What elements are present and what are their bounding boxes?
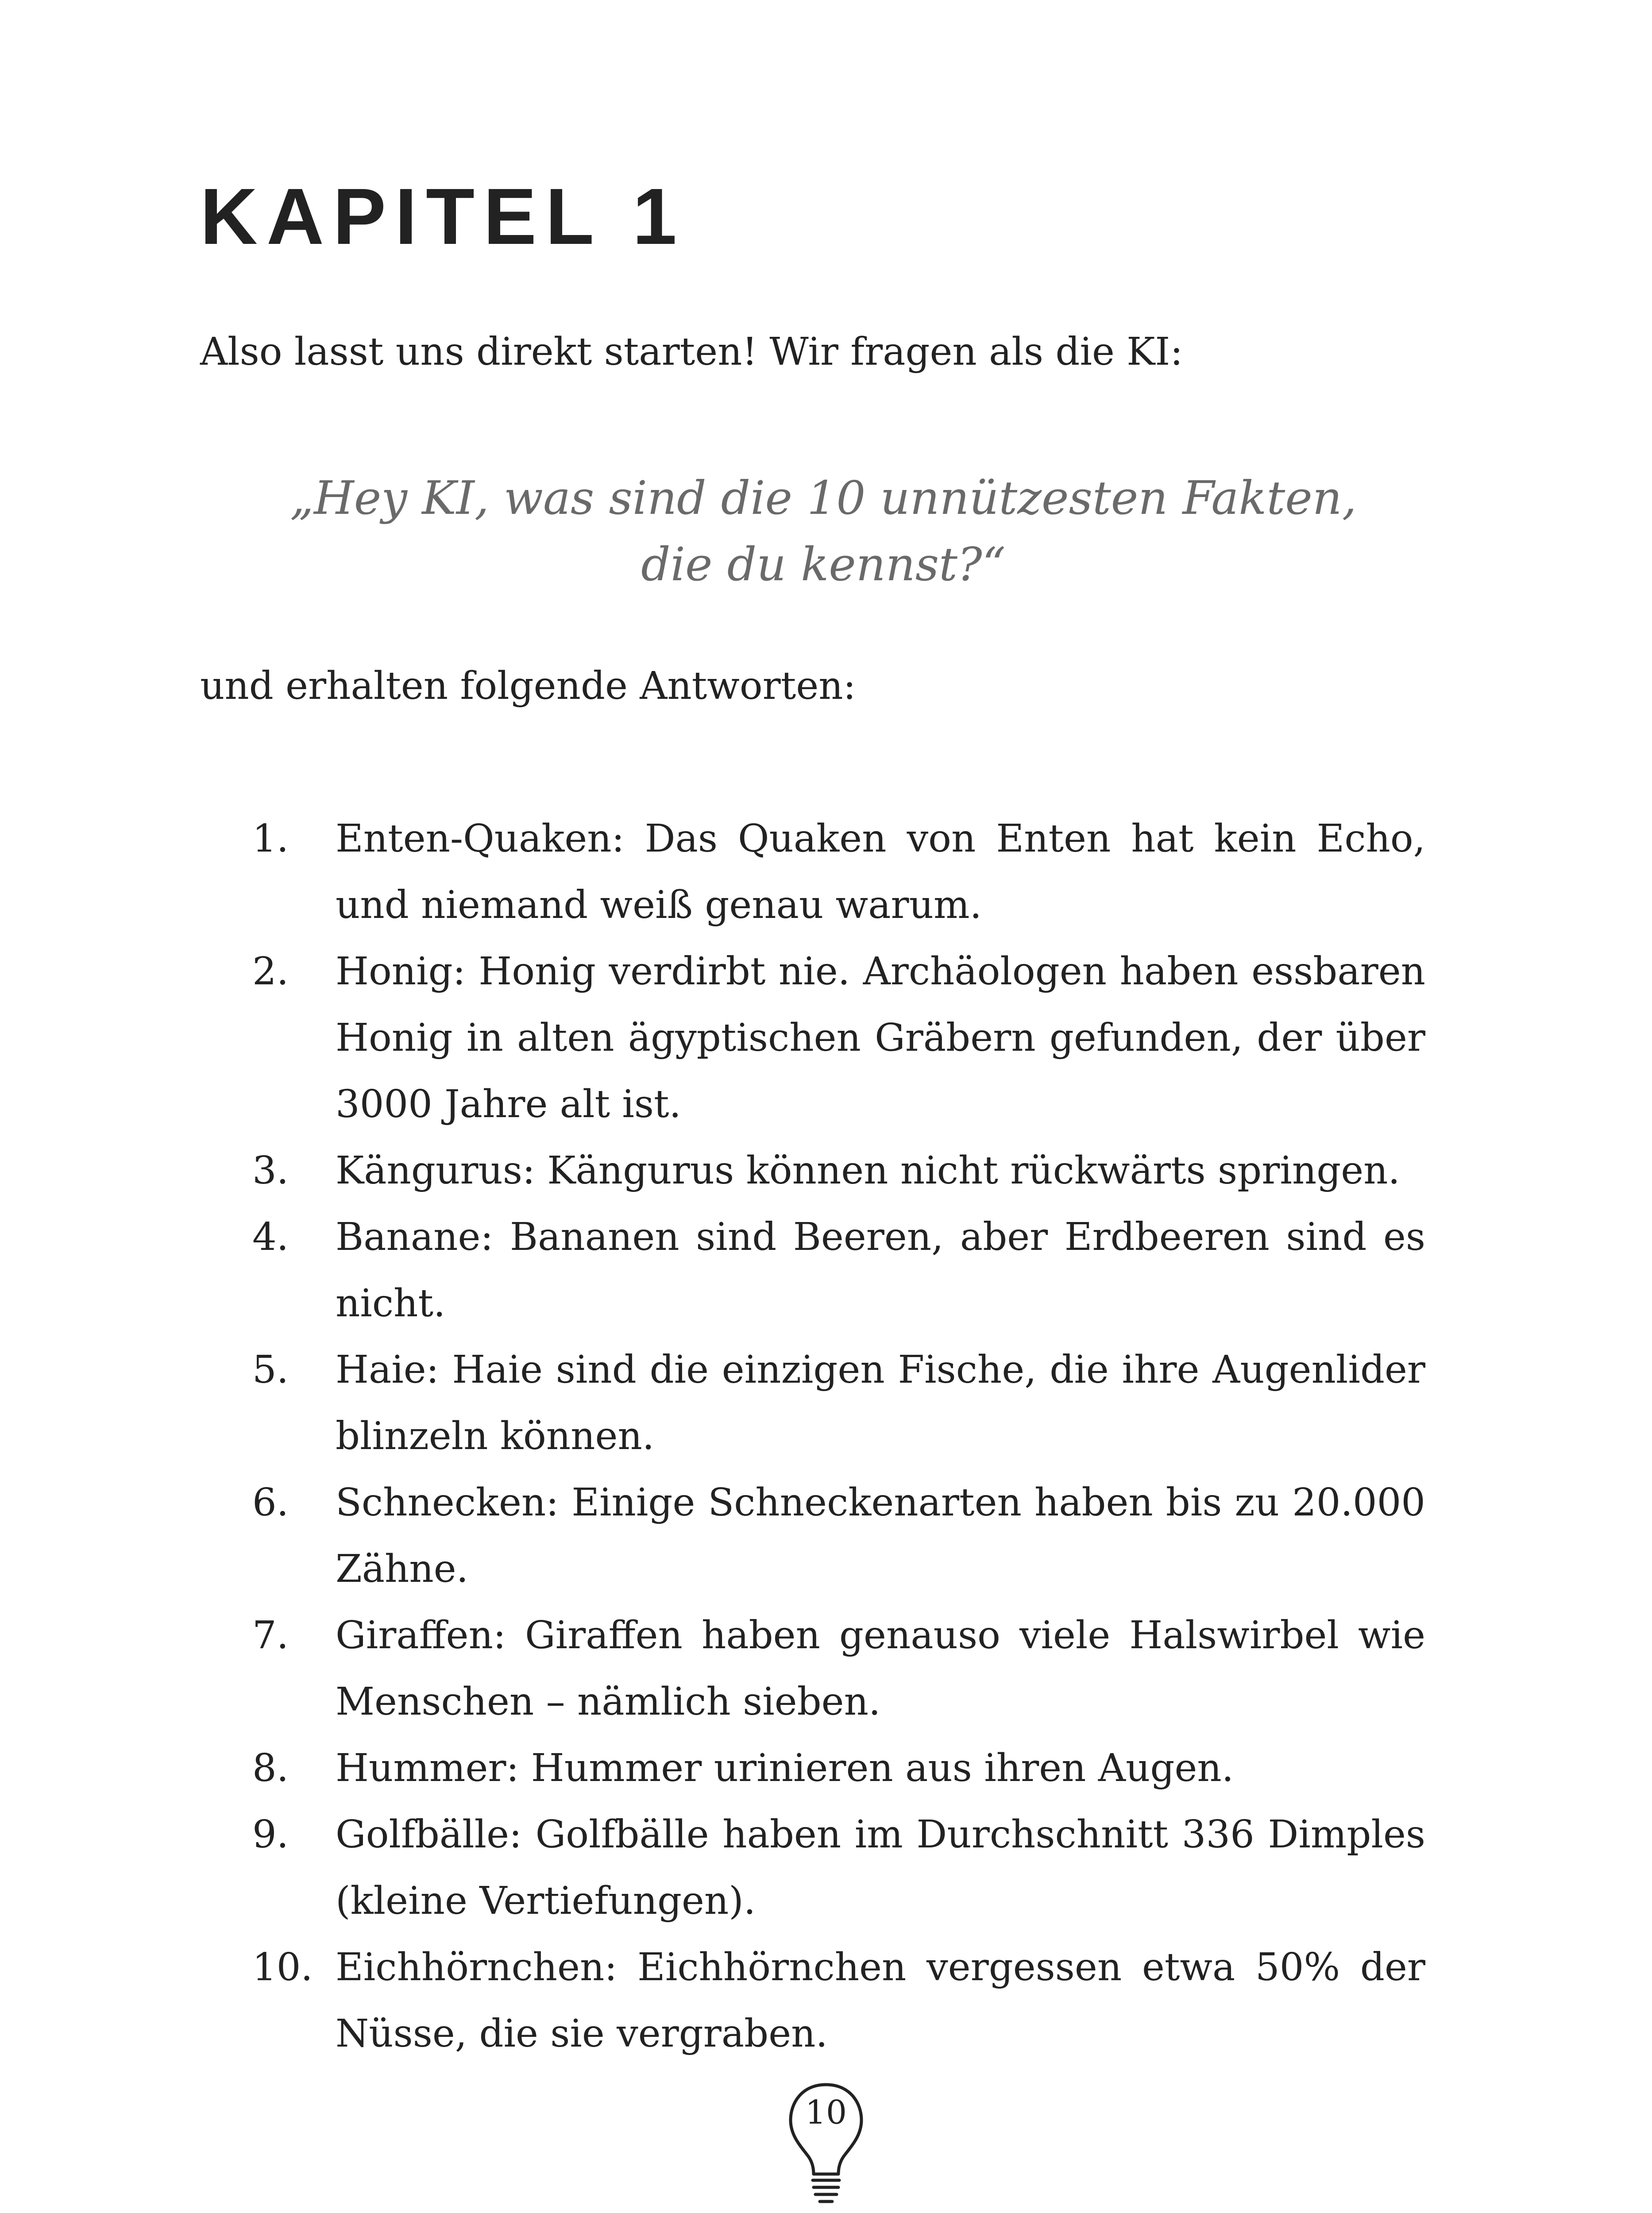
facts-list [252,806,1425,2067]
fact-number: 9. [252,1812,289,1857]
fact-item [252,1602,1425,1735]
fact-text: Giraffen: Giraffen haben genauso viele Halswirbel wie Menschen – nämlich sieben. [336,1613,1425,1724]
ai-question-quote [266,465,1381,598]
fact-text: Haie: Haie sind die einzigen Fische, die ihre Augenlider blinzeln können. [336,1348,1425,1458]
fact-text: Enten-Quaken: Das Quaken von Enten hat kein Echo, und niemand weiß genau warum. [336,817,1425,927]
fact-text: Hummer: Hummer urinieren aus ihren Augen. [336,1746,1234,1790]
fact-item [252,1801,1425,1934]
fact-text: Schnecken: Einige Schneckenarten haben bis zu 20.000 Zähne. [336,1480,1425,1591]
fact-number: 5. [252,1348,289,1392]
fact-item [252,1337,1425,1469]
fact-text: Golfbälle: Golfbälle haben im Durchschnitt 336 Dimples (kleine Vertiefungen). [336,1812,1425,1923]
fact-item [252,806,1425,938]
fact-number: 2. [252,949,289,994]
intro-paragraph: Also lasst uns direkt starten! Wir fragen als die KI: [200,330,1183,374]
fact-item [252,1735,1425,1801]
fact-text: Banane: Bananen sind Beeren, aber Erdbeeren sind es nicht. [336,1215,1425,1326]
chapter-title: KAPITEL 1 [200,172,686,261]
fact-item [252,1204,1425,1337]
fact-item [252,1137,1425,1204]
page-number: 10 [805,2093,847,2132]
page-footer [782,2076,870,2209]
fact-number: 1. [252,817,289,861]
quote-line-2: die du kennst?“ [641,537,1006,591]
fact-number: 6. [252,1480,289,1525]
fact-item [252,938,1425,1137]
fact-text: Kängurus: Kängurus können nicht rückwärts springen. [336,1149,1400,1193]
answers-intro-paragraph: und erhalten folgende Antworten: [200,664,856,708]
fact-number: 7. [252,1613,289,1658]
fact-number: 3. [252,1149,289,1193]
quote-line-1: „Hey KI, was sind die 10 unnützesten Fakten, [290,471,1357,525]
fact-text: Eichhörnchen: Eichhörnchen vergessen etwa 50% der Nüsse, die sie vergraben. [336,1945,1425,2056]
fact-item [252,1469,1425,1602]
fact-number: 10. [252,1945,313,1989]
fact-number: 8. [252,1746,289,1790]
fact-number: 4. [252,1215,289,1259]
fact-text: Honig: Honig verdirbt nie. Archäologen haben essbaren Honig in alten ägyptischen Gräbern gefunden, der über 3000 Jahre alt ist. [336,949,1425,1126]
fact-item [252,1934,1425,2067]
